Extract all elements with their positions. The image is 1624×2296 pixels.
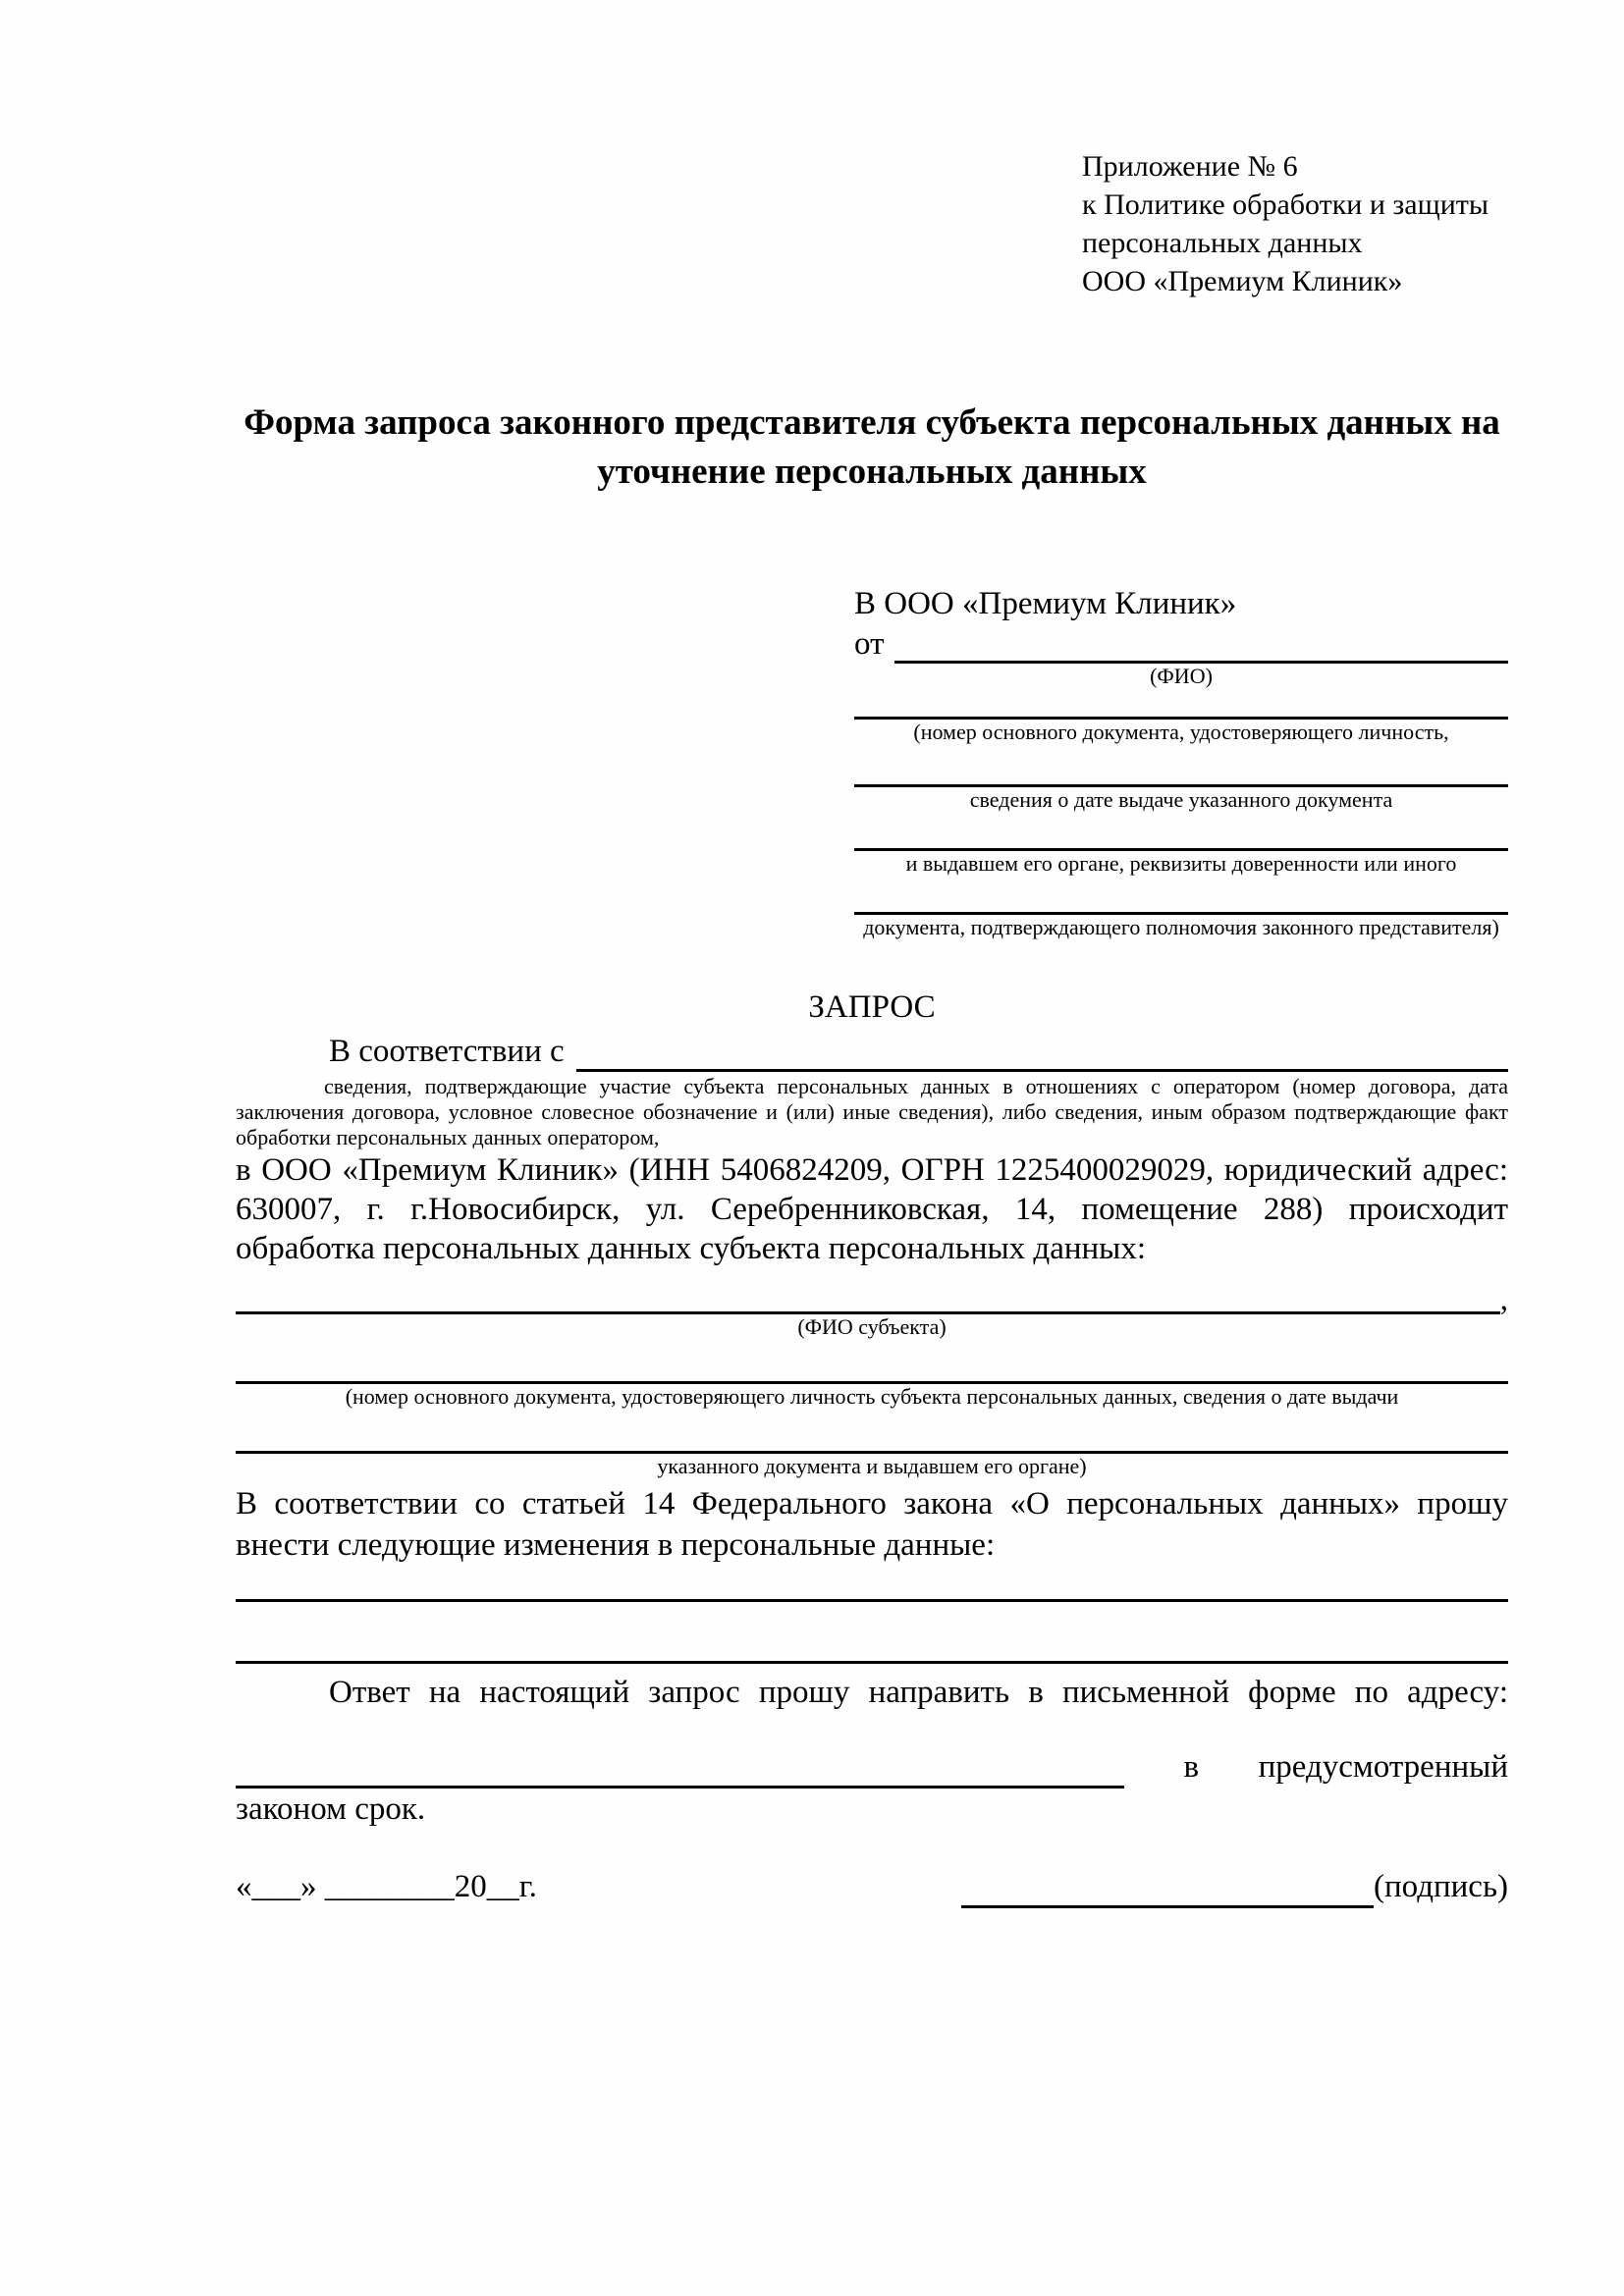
article-paragraph: В соответствии со статьей 14 Федерального закона «О персональных данных» прошу внести следующие изменения в персональные данные: xyxy=(236,1486,1508,1563)
addressee-org: В ООО «Премиум Клиник» xyxy=(854,586,1237,621)
processing-note: сведения, подтверждающие участие субъекта персональных данных в отношениях с оператором (номер договора, дата заключения договора, условное словесное обозначение и (или) иные сведения), либо сведения, иным образом подтверждающие факт обработки персональных данных оператором, xyxy=(236,1074,1508,1149)
date-signature-row xyxy=(236,1865,1508,1908)
subject-fio-row xyxy=(236,1278,1508,1317)
date-field: «___» ________20__г. xyxy=(236,1869,537,1904)
appendix-line: ООО «Премиум Клиник» xyxy=(1082,265,1403,297)
signature-caption: (подпись) xyxy=(1374,1869,1508,1904)
trailing-comma: , xyxy=(1499,1282,1508,1317)
representative-doc-caption: сведения о дате выдаче указанного документа xyxy=(969,787,1393,812)
representative-doc-blank-line xyxy=(854,745,1508,787)
subject-fio-blank-line xyxy=(236,1278,1500,1314)
appendix-line: персональных данных xyxy=(1082,227,1363,259)
addressee-block xyxy=(854,583,1508,940)
operator-paragraph: в ООО «Премиум Клиник» (ИНН 5406824209, ОГРН 1225400029029, юридический адрес: 630007, г. г.Новосибирск, ул. Серебренниковская, 14, помещение 288) происходит обработка персональных данных субъекта персональных данных: xyxy=(236,1152,1508,1266)
representative-doc-blank-line xyxy=(854,877,1508,915)
response-tail-word: предусмотренный xyxy=(1258,1749,1508,1785)
response-paragraph: Ответ на настоящий запрос прошу направить в письменной форме по адресу: xyxy=(329,1675,1508,1710)
subject-doc-blank-line xyxy=(236,1410,1508,1454)
accordance-blank-line xyxy=(576,1036,1508,1072)
accordance-label: В соответствии с xyxy=(329,1034,565,1069)
subject-doc-blank-line xyxy=(236,1340,1508,1384)
signature-blank-line xyxy=(961,1872,1374,1908)
appendix-line: Приложение № 6 xyxy=(1082,150,1298,183)
signature-group xyxy=(961,1865,1508,1908)
appendix-block xyxy=(1082,147,1508,300)
address-row xyxy=(236,1745,1508,1789)
representative-doc-caption: документа, подтверждающего полномочия законного представителя) xyxy=(863,915,1499,939)
appendix-line: к Политике обработки и защиты xyxy=(1082,188,1489,221)
accordance-row xyxy=(236,1031,1508,1072)
fio-caption: (ФИО) xyxy=(1150,664,1213,688)
representative-doc-caption: (номер основного документа, удостоверяющего личность, xyxy=(913,720,1449,744)
representative-doc-blank-line xyxy=(854,689,1508,720)
representative-doc-blank-line xyxy=(854,813,1508,851)
from-row xyxy=(854,624,1508,664)
subject-doc-caption: указанного документа и выдавшем его органе) xyxy=(657,1454,1087,1478)
subject-fio-caption: (ФИО субъекта) xyxy=(797,1314,947,1339)
document-title: Форма запроса законного представителя субъекта персональных данных на уточнение персональных данных xyxy=(244,402,1500,492)
response-mid-word: в xyxy=(1183,1749,1200,1785)
address-blank-line xyxy=(236,1752,1124,1789)
changes-blank-line xyxy=(236,1579,1508,1602)
response-end: законом срок. xyxy=(236,1791,426,1827)
fio-blank-line xyxy=(894,627,1509,664)
subject-doc-caption: (номер основного документа, удостоверяющего личность субъекта персональных данных, сведения о дате выдачи xyxy=(345,1384,1399,1409)
request-heading: ЗАПРОС xyxy=(808,989,936,1025)
representative-doc-caption: и выдавшем его органе, реквизиты доверенности или иного xyxy=(905,851,1457,876)
changes-blank-line xyxy=(236,1602,1508,1664)
from-label: от xyxy=(854,626,885,662)
